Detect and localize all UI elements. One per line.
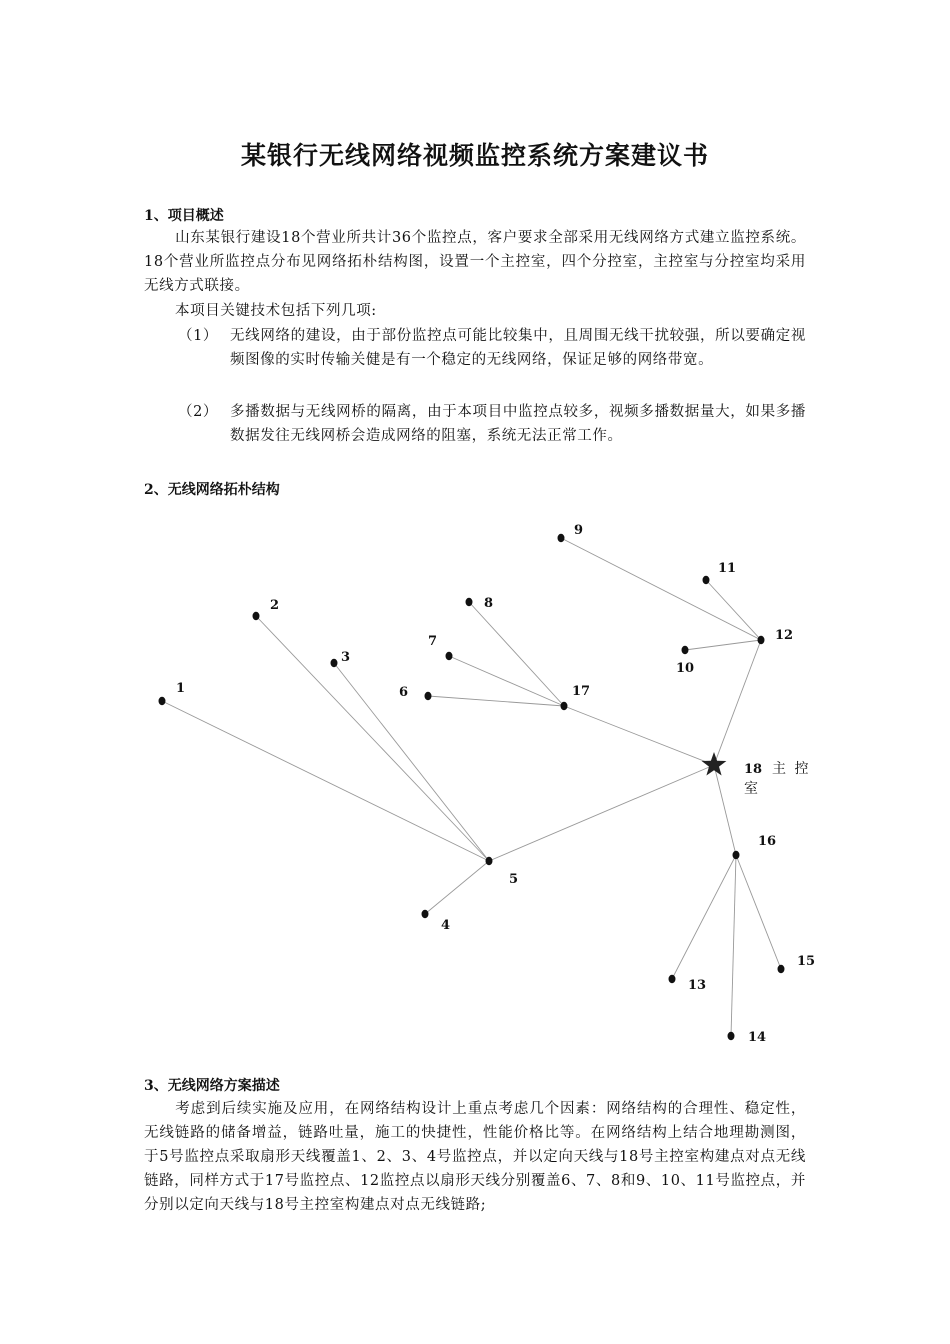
node-label-5: 5 — [509, 872, 519, 887]
list-item-number: （1） — [178, 328, 219, 344]
list-item-text: 多播数据与无线网桥的隔离，由于本项目中监控点较多，视频多播数据量大，如果多播数据发往无线网桥会造成网络的阻塞，系统无法正常工作。 — [230, 404, 806, 444]
section1-paragraph-1 — [144, 226, 806, 298]
section3-heading: 3、无线网络方案描述 — [144, 1078, 280, 1094]
link-11-12 — [706, 580, 761, 640]
node-9 — [558, 534, 565, 542]
node-label-16: 16 — [758, 834, 777, 849]
node-2 — [253, 612, 260, 620]
node-label-11: 11 — [718, 561, 737, 576]
node-label-18: 18 — [744, 762, 763, 777]
node-6 — [425, 692, 432, 700]
node-label-8: 8 — [484, 596, 494, 611]
node-label-6: 6 — [399, 685, 409, 700]
node-11 — [703, 576, 710, 584]
node-label-2: 2 — [270, 598, 280, 613]
section1-heading: 1、项目概述 — [144, 208, 224, 224]
node-8 — [466, 598, 473, 606]
node-label-1: 1 — [176, 681, 186, 696]
list-item-text: 无线网络的建设，由于部份监控点可能比较集中，且周围无线干扰较强，所以要确定视频图像的实时传输关健是有一个稳定的无线网络，保证足够的网络带宽。 — [230, 328, 806, 368]
node-15 — [778, 965, 785, 973]
node-5 — [486, 857, 493, 865]
node-label-14: 14 — [748, 1030, 767, 1045]
link-5-18 — [489, 765, 714, 861]
section1-paragraph-1-text: 山东某银行建设18个营业所共计36个监控点，客户要求全部采用无线网络方式建立监控系统。18个营业所监控点分布见网络拓朴结构图，设置一个主控室，四个分控室，主控室与分控室均采用无线方式联接。 — [144, 230, 806, 294]
node-13 — [669, 975, 676, 983]
link-17-18 — [564, 706, 714, 765]
node-label-7: 7 — [428, 634, 438, 649]
node-3 — [331, 659, 338, 667]
node-16 — [733, 851, 740, 859]
link-16-13 — [672, 855, 736, 979]
link-16-15 — [736, 855, 781, 969]
link-12-18 — [714, 640, 761, 765]
link-18-16 — [714, 765, 736, 855]
link-8-17 — [469, 602, 564, 706]
node-14 — [728, 1032, 735, 1040]
network-topology-diagram — [0, 500, 950, 1060]
link-2-5 — [256, 616, 489, 861]
node-17 — [561, 702, 568, 710]
link-9-12 — [561, 538, 761, 640]
node-label-13: 13 — [688, 978, 707, 993]
section2-heading: 2、无线网络拓朴结构 — [144, 482, 280, 498]
list-item-number: （2） — [178, 404, 219, 420]
link-4-5 — [425, 861, 489, 914]
node-label-15: 15 — [797, 954, 816, 969]
list-item — [178, 324, 806, 372]
node-label-3: 3 — [341, 650, 351, 665]
node-10 — [682, 646, 689, 654]
section1-paragraph-2 — [144, 299, 806, 323]
link-3-5 — [334, 663, 489, 861]
node-label-4: 4 — [441, 918, 451, 933]
link-1-5 — [162, 701, 489, 861]
node-label-12: 12 — [775, 628, 794, 643]
main-room-label-2: 室 — [744, 781, 760, 797]
node-12 — [758, 636, 765, 644]
link-10-12 — [685, 640, 761, 650]
node-4 — [422, 910, 429, 918]
document-title: 某银行无线网络视频监控系统方案建议书 — [240, 141, 709, 170]
node-label-17: 17 — [572, 684, 591, 699]
diagram-labels — [176, 523, 815, 1045]
main-control-room-star-icon — [702, 752, 727, 776]
node-label-10: 10 — [676, 661, 695, 676]
list-item — [178, 400, 806, 448]
section3-paragraph-1-text: 考虑到后续实施及应用，在网络结构设计上重点考虑几个因素：网络结构的合理性、稳定性，无线链路的储备增益，链路吐量，施工的快捷性，性能价格比等。在网络结构上结合地理勘测图，于5号监控点采取扇形天线覆盖1、2、3、4号监控点，并以定向天线与18号主控室构建点对点无线链路，同样方式于17号监控点、12监控点以扇形天线分别覆盖6、7、8和9、10、11号监控点，并分别以定向天线与18号主控室构建点对点无线链路; — [144, 1101, 806, 1213]
node-label-9: 9 — [574, 523, 584, 538]
node-1 — [159, 697, 166, 705]
node-7 — [446, 652, 453, 660]
diagram-nodes — [159, 534, 785, 1040]
link-16-14 — [731, 855, 736, 1036]
section1-paragraph-2-text: 本项目关键技术包括下列几项: — [175, 303, 377, 319]
section3-paragraph-1 — [144, 1097, 806, 1217]
main-room-label: 主 控 — [772, 761, 811, 777]
